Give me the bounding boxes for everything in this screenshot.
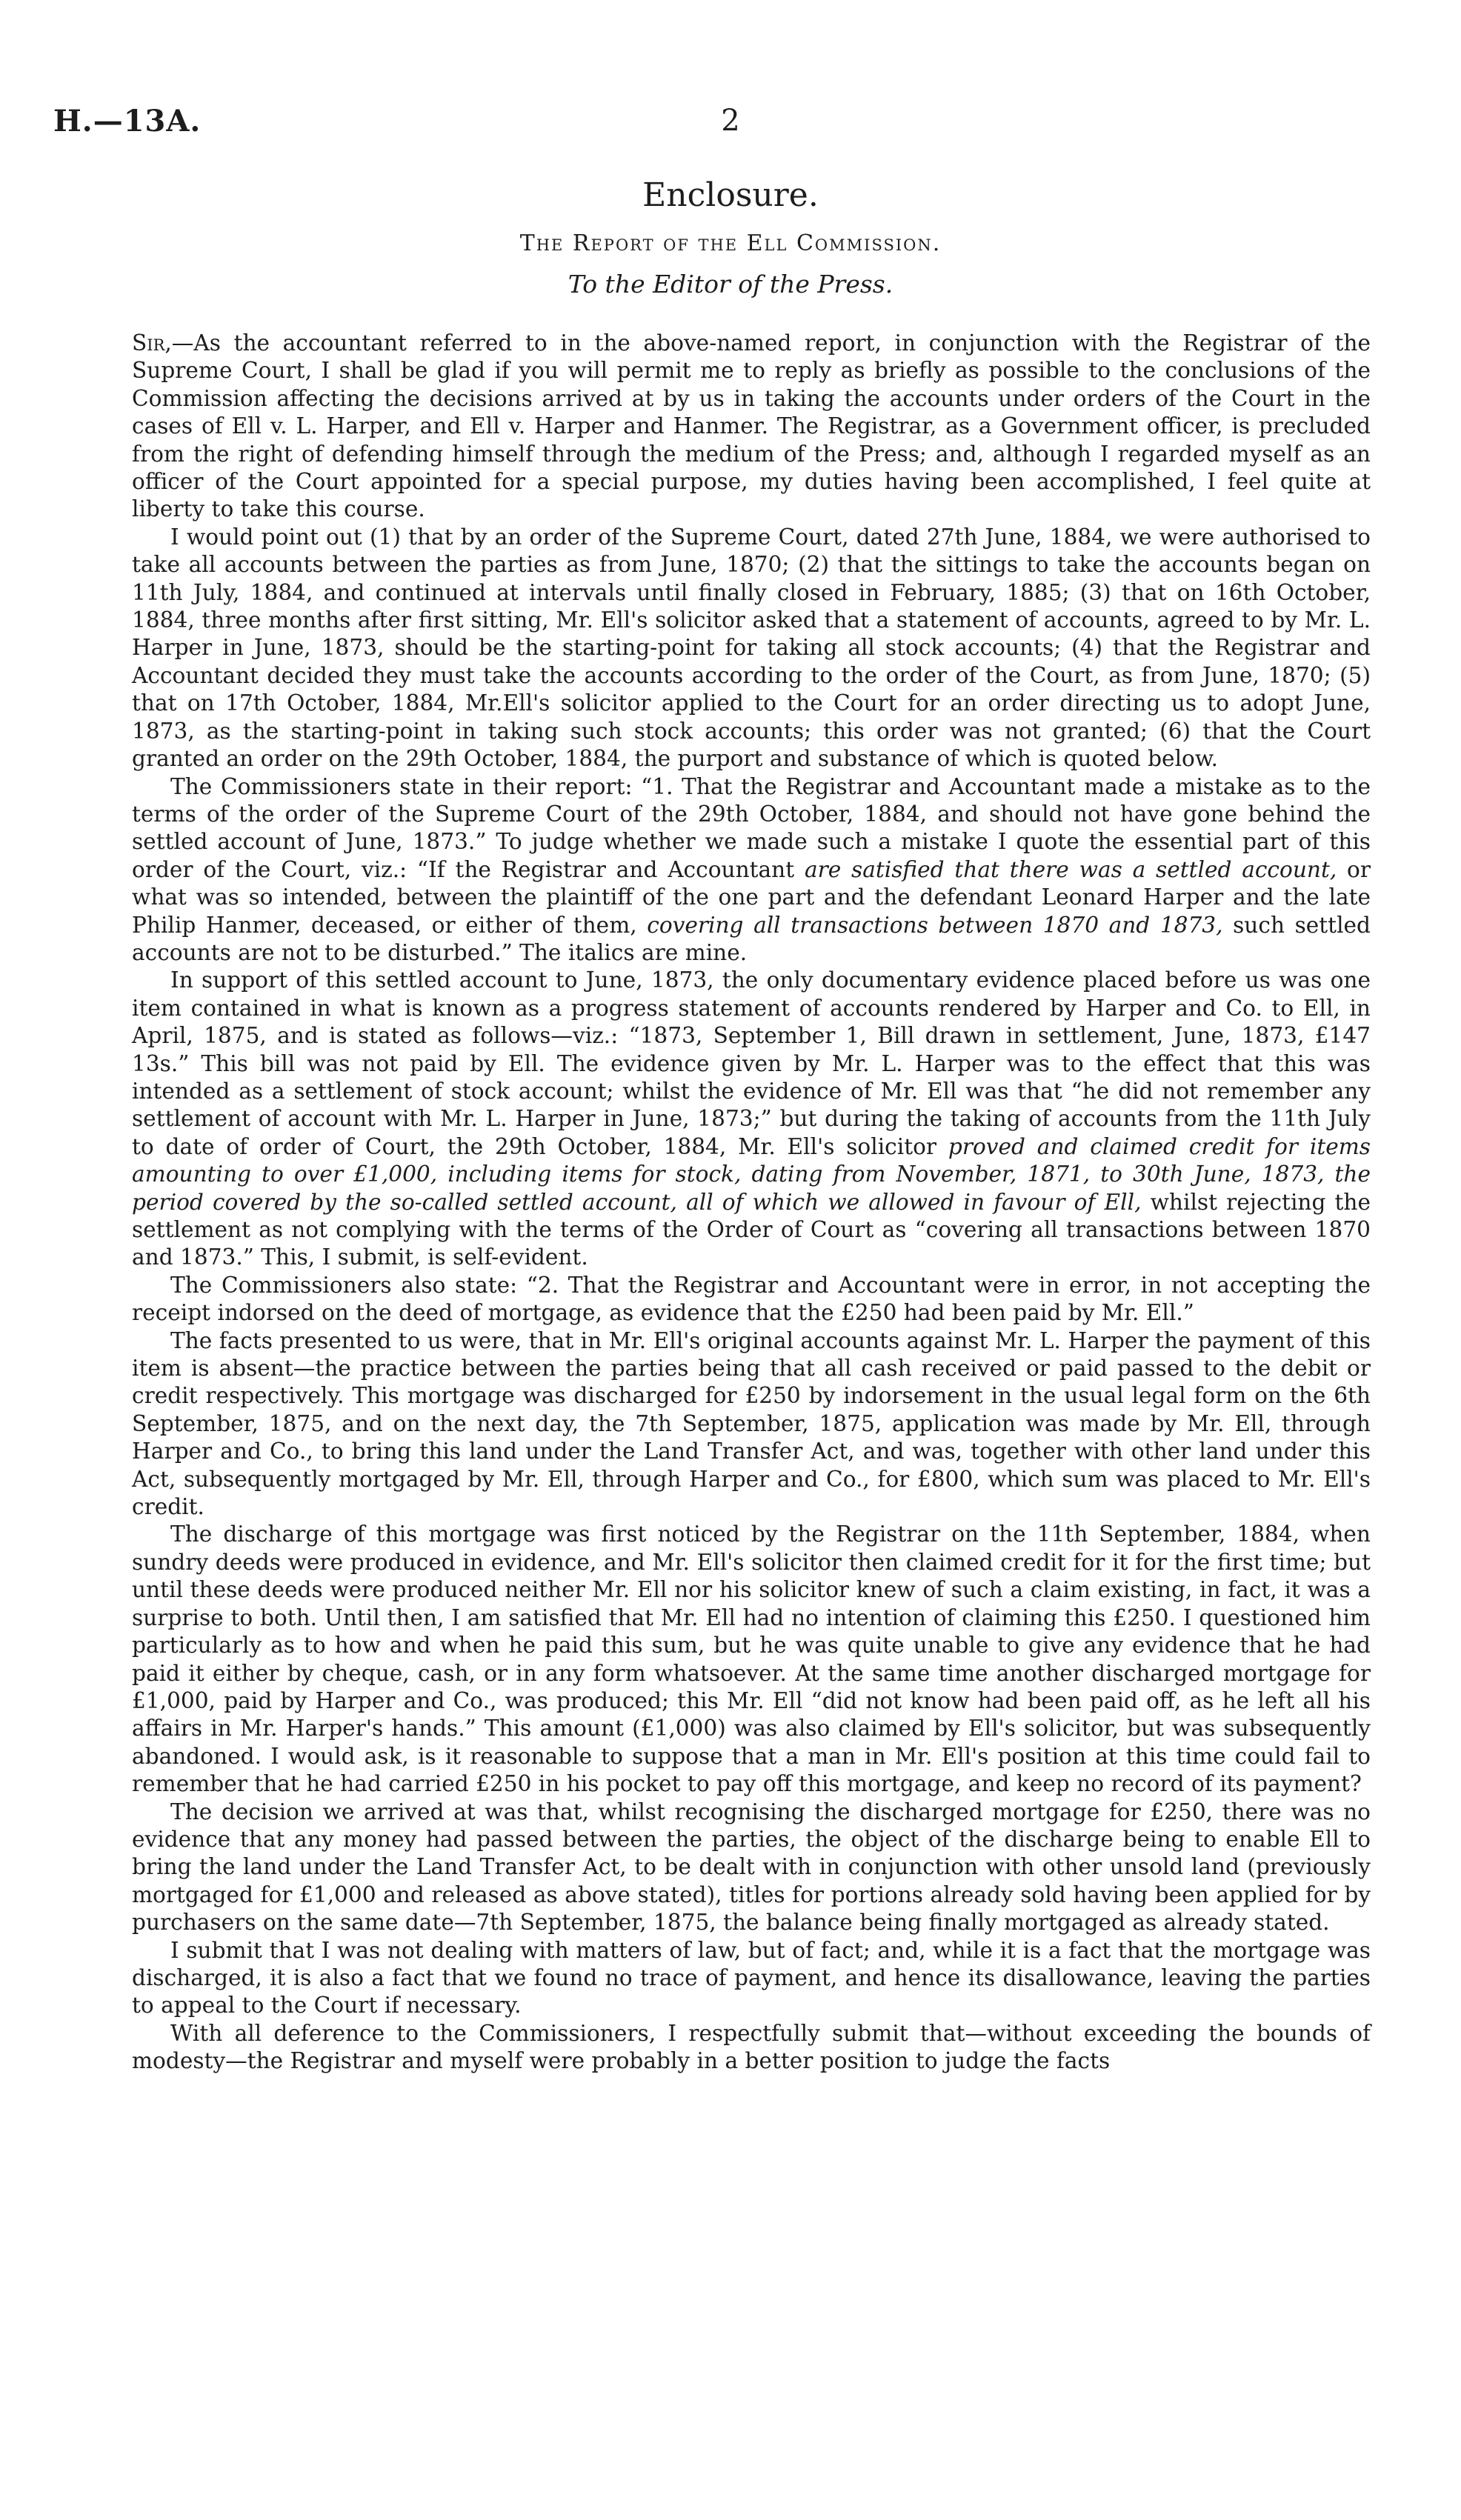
letter-body	[132, 330, 1371, 2076]
enclosure-heading: Enclosure.	[642, 176, 819, 214]
document-reference: H.—13A.	[53, 104, 202, 139]
editor-address-line: To the Editor of the Press.	[568, 270, 893, 299]
page-number: 2	[721, 104, 740, 138]
report-title: The Report of the Ell Commission.	[519, 230, 942, 256]
paragraph-1	[132, 330, 1371, 524]
paragraph-3-part-2: or what was so intended, between the plaintiff of the one part and the defendant Leonard Harper and the late Philip Hanmer, deceased, or either of them,	[132, 856, 1371, 938]
paragraph-3-part-1: The Commissioners state in their report: “1. That the Registrar and Accountant made a mistake as to the terms of the order of the Supreme Court of the 29th October, 1884, and should not have gone behind the settled account of June, 1873.” To judge whether we made such a mistake I quote the essential part of this order of the Court, viz.: “If the Registrar and Accountant	[132, 773, 1371, 882]
paragraph-3-part-3: such settled accounts are not to be disturbed.” The italics are mine.	[132, 912, 1371, 965]
salutation: Sir,	[132, 330, 172, 356]
paragraph-6: The facts presented to us were, that in Mr. Ell's original accounts against Mr. L. Harper the payment of this item is absent—the practice between the parties being that all cash received or paid passed to the debit or credit respectively. This mortgage was discharged for £250 by indorsement in the usual legal form on the 6th September, 1875, and on the next day, the 7th September, 1875, application was made by Mr. Ell, through Harper and Co., to bring this land under the Land Transfer Act, and was, together with other land under this Act, subsequently mortgaged by Mr. Ell, through Harper and Co., for £800, which sum was placed to Mr. Ell's credit.	[132, 1327, 1371, 1520]
paragraph-4-part-1: In support of this settled account to June, 1873, the only documentary evidence placed before us was one item contained in what is known as a progress statement of accounts rendered by Harper and Co. to Ell, in April, 1875, and is stated as follows—viz.: “1873, September 1, Bill drawn in settlement, June, 1873, £147 13s.” This bill was not paid by Ell. The evidence given by Mr. L. Harper was to the effect that this was intended as a settlement of stock account; whilst the evidence of Mr. Ell was that “he did not remember any settlement of account with Mr. L. Harper in June, 1873;” but during the taking of accounts from the 11th July to date of order of Court, the 29th October, 1884, Mr. Ell's solicitor	[132, 967, 1371, 1159]
paragraph-5: The Commissioners also state: “2. That the Registrar and Accountant were in error, in not accepting the receipt indorsed on the deed of mortgage, as evidence that the £250 had been paid by Mr. Ell.”	[132, 1272, 1371, 1326]
paragraph-3-italic-2: covering all transactions between 1870 and 1873,	[647, 912, 1223, 938]
paragraph-4-italic-1: proved and claimed credit for items amounting to over £1,000, including items for stock, dating from November, 1871, to 30th June, 1873, the period covered by the so-called settled account, all of which we allowed in favour of Ell,	[132, 1133, 1371, 1215]
paragraph-10: With all deference to the Commissioners, I respectfully submit that—without exceeding the bounds of modesty—the Registrar and myself were probably in a better position to judge the facts	[132, 2020, 1371, 2074]
paragraph-4-part-2: whilst rejecting the settlement as not complying with the terms of the Order of Court as “covering all transactions between 1870 and 1873.” This, I submit, is self-evident.	[132, 1189, 1371, 1270]
paragraph-3	[132, 773, 1371, 967]
paragraph-8: The decision we arrived at was that, whilst recognising the discharged mortgage for £250, there was no evidence that any money had passed between the parties, the object of the discharge being to enable Ell to bring the land under the Land Transfer Act, to be dealt with in conjunction with other unsold land (previously mortgaged for £1,000 and released as above stated), titles for portions already sold having been applied for by purchasers on the same date—7th September, 1875, the balance being finally mortgaged as already stated.	[132, 1799, 1371, 1936]
paragraph-4	[132, 967, 1371, 1271]
page-header	[53, 104, 1408, 148]
paragraph-2: I would point out (1) that by an order of the Supreme Court, dated 27th June, 1884, we were authorised to take all accounts between the parties as from June, 1870; (2) that the sittings to take the accounts began on 11th July, 1884, and continued at intervals until finally closed in February, 1885; (3) that on 16th October, 1884, three months after first sitting, Mr. Ell's solicitor asked that a statement of accounts, agreed to by Mr. L. Harper in June, 1873, should be the starting-point for taking all stock accounts; (4) that the Registrar and Accountant decided they must take the accounts according to the order of the Court, as from June, 1870; (5) that on 17th October, 1884, Mr.Ell's solicitor applied to the Court for an order directing us to adopt June, 1873, as the starting-point in taking such stock accounts; this order was not granted; (6) that the Court granted an order on the 29th October, 1884, the purport and substance of which is quoted below.	[132, 524, 1371, 772]
paragraph-3-italic-1: are satisfied that there was a settled account,	[804, 856, 1337, 882]
section-headings	[53, 176, 1408, 299]
paragraph-9: I submit that I was not dealing with matters of law, but of fact; and, while it is a fact that the mortgage was discharged, it is also a fact that we found no trace of payment, and hence its disallowance, leaving the parties to appeal to the Court if necessary.	[132, 1937, 1371, 2019]
paragraph-7: The discharge of this mortgage was first noticed by the Registrar on the 11th September, 1884, when sundry deeds were produced in evidence, and Mr. Ell's solicitor then claimed credit for it for the first time; but until these deeds were produced neither Mr. Ell nor his solicitor knew of such a claim existing, in fact, it was a surprise to both. Until then, I am satisfied that Mr. Ell had no intention of claiming this £250. I questioned him particularly as to how and when he paid this sum, but he was quite unable to give any evidence that he had paid it either by cheque, cash, or in any form whatsoever. At the same time another discharged mortgage for £1,000, paid by Harper and Co., was produced; this Mr. Ell “did not know had been paid off, as he left all his affairs in Mr. Harper's hands.” This amount (£1,000) was also claimed by Ell's solicitor, but was subsequently abandoned. I would ask, is it reasonable to suppose that a man in Mr. Ell's position at this time could fail to remember that he had carried £250 in his pocket to pay off this mortgage, and keep no record of its payment?	[132, 1521, 1371, 1797]
paragraph-1-text: —As the accountant referred to in the above-named report, in conjunction with the Registrar of the Supreme Court, I shall be glad if you will permit me to reply as briefly as possible to the conclusions of the Commission affecting the decisions arrived at by us in taking the accounts under orders of the Court in the cases of Ell v. L. Harper, and Ell v. Harper and Hanmer. The Registrar, as a Government officer, is precluded from the right of defending himself through the medium of the Press; and, although I regarded myself as an officer of the Court appointed for a special purpose, my duties having been accomplished, I feel quite at liberty to take this course.	[132, 330, 1371, 522]
